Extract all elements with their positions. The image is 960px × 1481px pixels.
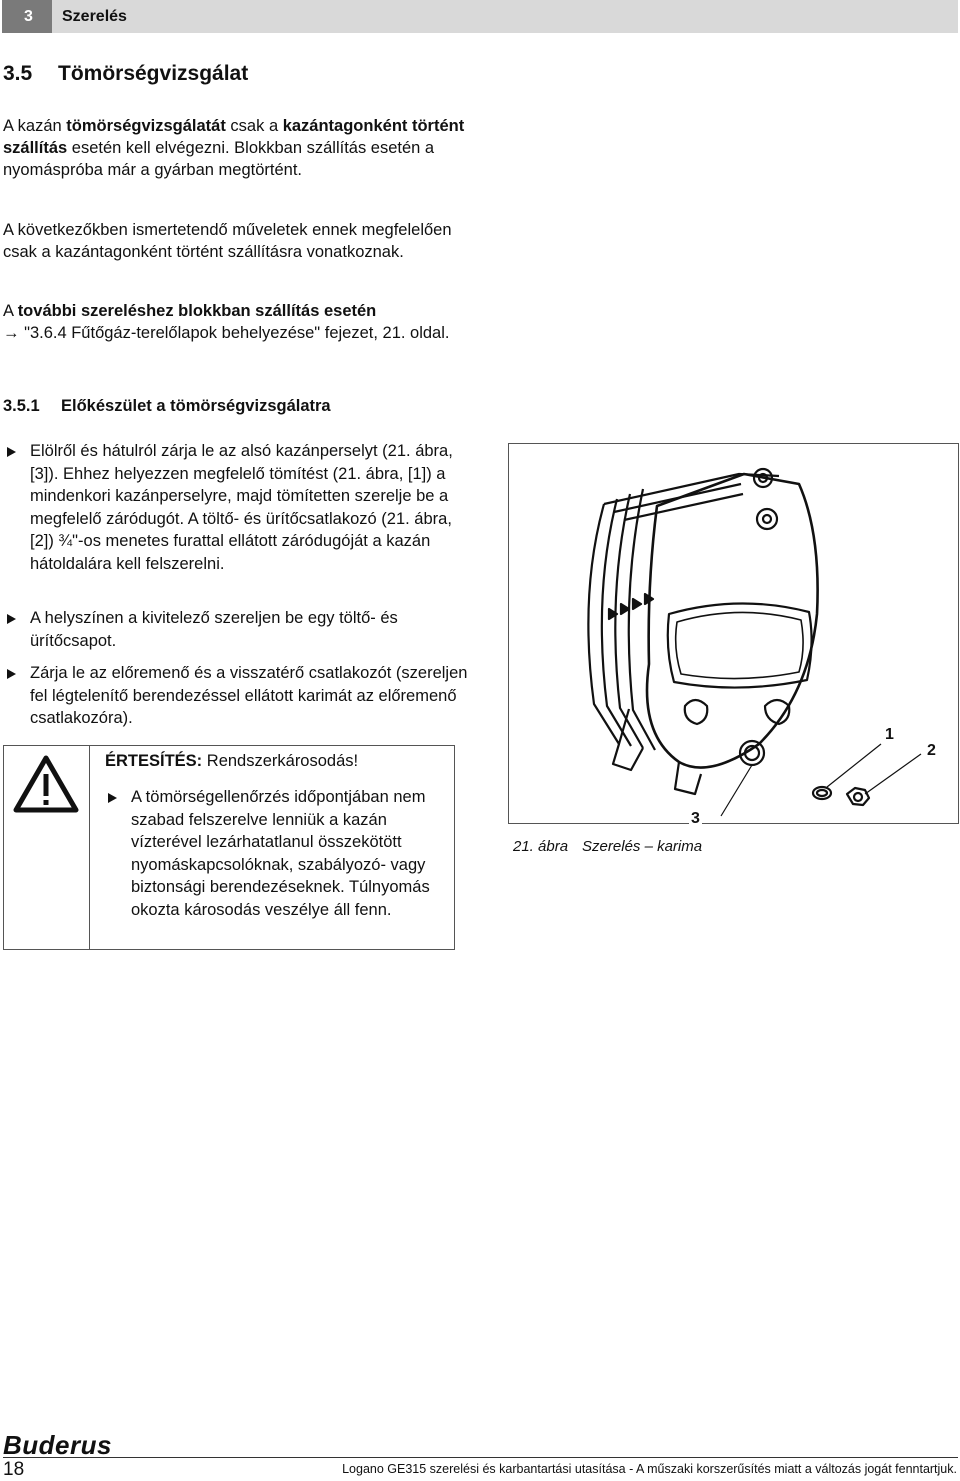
caption-text: Szerelés – karima: [582, 838, 703, 855]
subsection-title: Előkészület a tömörségvizsgálatra: [61, 397, 331, 415]
footer-text: Logano GE315 szerelési és karbantartási utasítása - A műszaki korszerűsítés miatt a változás jogát fenntartjuk.: [342, 1462, 957, 1476]
section-heading: [3, 62, 248, 86]
bullet-triangle-icon: [7, 614, 16, 624]
chapter-header: [2, 0, 958, 33]
section-title: Tömörségvizsgálat: [58, 62, 249, 85]
callout-2: 2: [927, 742, 936, 759]
chapter-title: Szerelés: [52, 0, 958, 33]
intro-paragraph-2: A következőkben ismertetendő műveletek ennek megfelelően csak a kazántagonként történt szállításra vonatkoznak.: [3, 221, 452, 261]
text-span: A kazán: [3, 117, 67, 135]
bullet-triangle-icon: [108, 793, 117, 803]
figure-frame: [508, 443, 959, 827]
subsection-number: 3.5.1: [3, 397, 40, 415]
callout-1: 1: [885, 726, 894, 743]
notice-title: Rendszerkárosodás!: [202, 752, 359, 770]
step-text: Zárja le az előremenő és a visszatérő csatlakozót (szereljen fel légtelenítő berendezéssel ellátott karimát az előremenő csatlakozóra).: [30, 664, 468, 727]
notice-text: A tömörségellenőrzés időpontjában nem szabad felszerelve lenniük a kazán vízterével lezárhatatlanul összekötött nyomáskapcsolóknak, szabályozó- vagy biztonsági berendezéseknek. Túlnyomás okozta károsodás veszélye áll fenn.: [131, 788, 430, 919]
step-item: [3, 440, 473, 575]
subsection-heading: [3, 397, 331, 416]
notice-label: ÉRTESÍTÉS:: [105, 752, 203, 770]
bullet-triangle-icon: [7, 447, 16, 457]
footer-divider: [3, 1457, 958, 1458]
notice-box: [3, 745, 455, 950]
step-text: Elölről és hátulról zárja le az alsó kazánperselyt (21. ábra, [3]). Ehhez helyezzen megfelelő tömítést (21. ábra, [1]) a mindenkori kazánperselyre, majd tömítetten szerelje be a megfelelő záródugót. A töltő- és ürítőcsatlakozó (21. ábra, [2]) ¾"-os menetes furattal ellátott záródugóját a kazán hátoldalára kell felszerelni.: [30, 442, 453, 573]
emphasis-text: tömörségvizsgálatát: [66, 117, 226, 135]
figure-caption: [513, 838, 702, 855]
step-text: A helyszínen a kivitelező szereljen be egy töltő- és ürítőcsapot.: [30, 609, 398, 650]
warning-icon: [4, 746, 89, 836]
callout-3: 3: [691, 810, 700, 827]
text-span: A: [3, 302, 18, 320]
section-number: 3.5: [3, 62, 33, 85]
intro-paragraph-1: [3, 115, 473, 181]
step-item: [3, 607, 473, 652]
notice-icon-cell: [4, 746, 90, 949]
notice-item: [105, 786, 445, 921]
text-span: esetén kell elvégezni. Blokkban szállítás esetén a nyomáspróba már a gyárban megtörtént.: [3, 139, 435, 179]
arrow-icon: →: [3, 324, 20, 342]
chapter-number: 3: [2, 0, 52, 33]
step-item: [3, 662, 473, 730]
caption-number: 21. ábra: [513, 838, 569, 855]
intro-paragraph-3: [3, 300, 473, 344]
text-span: csak a: [225, 117, 283, 135]
boiler-flange-illustration: [509, 444, 958, 823]
cross-reference-link[interactable]: "3.6.4 Fűtőgáz-terelőlapok behelyezése" fejezet, 21. oldal.: [19, 324, 450, 342]
page-number: 18: [3, 1459, 25, 1480]
emphasis-text: kazántagonként történt szállítás: [3, 117, 465, 157]
bullet-triangle-icon: [7, 669, 16, 679]
emphasis-text: további szereléshez blokkban szállítás esetén: [17, 302, 377, 320]
brand-logo: Buderus: [3, 1430, 112, 1460]
notice-heading: [105, 752, 358, 771]
